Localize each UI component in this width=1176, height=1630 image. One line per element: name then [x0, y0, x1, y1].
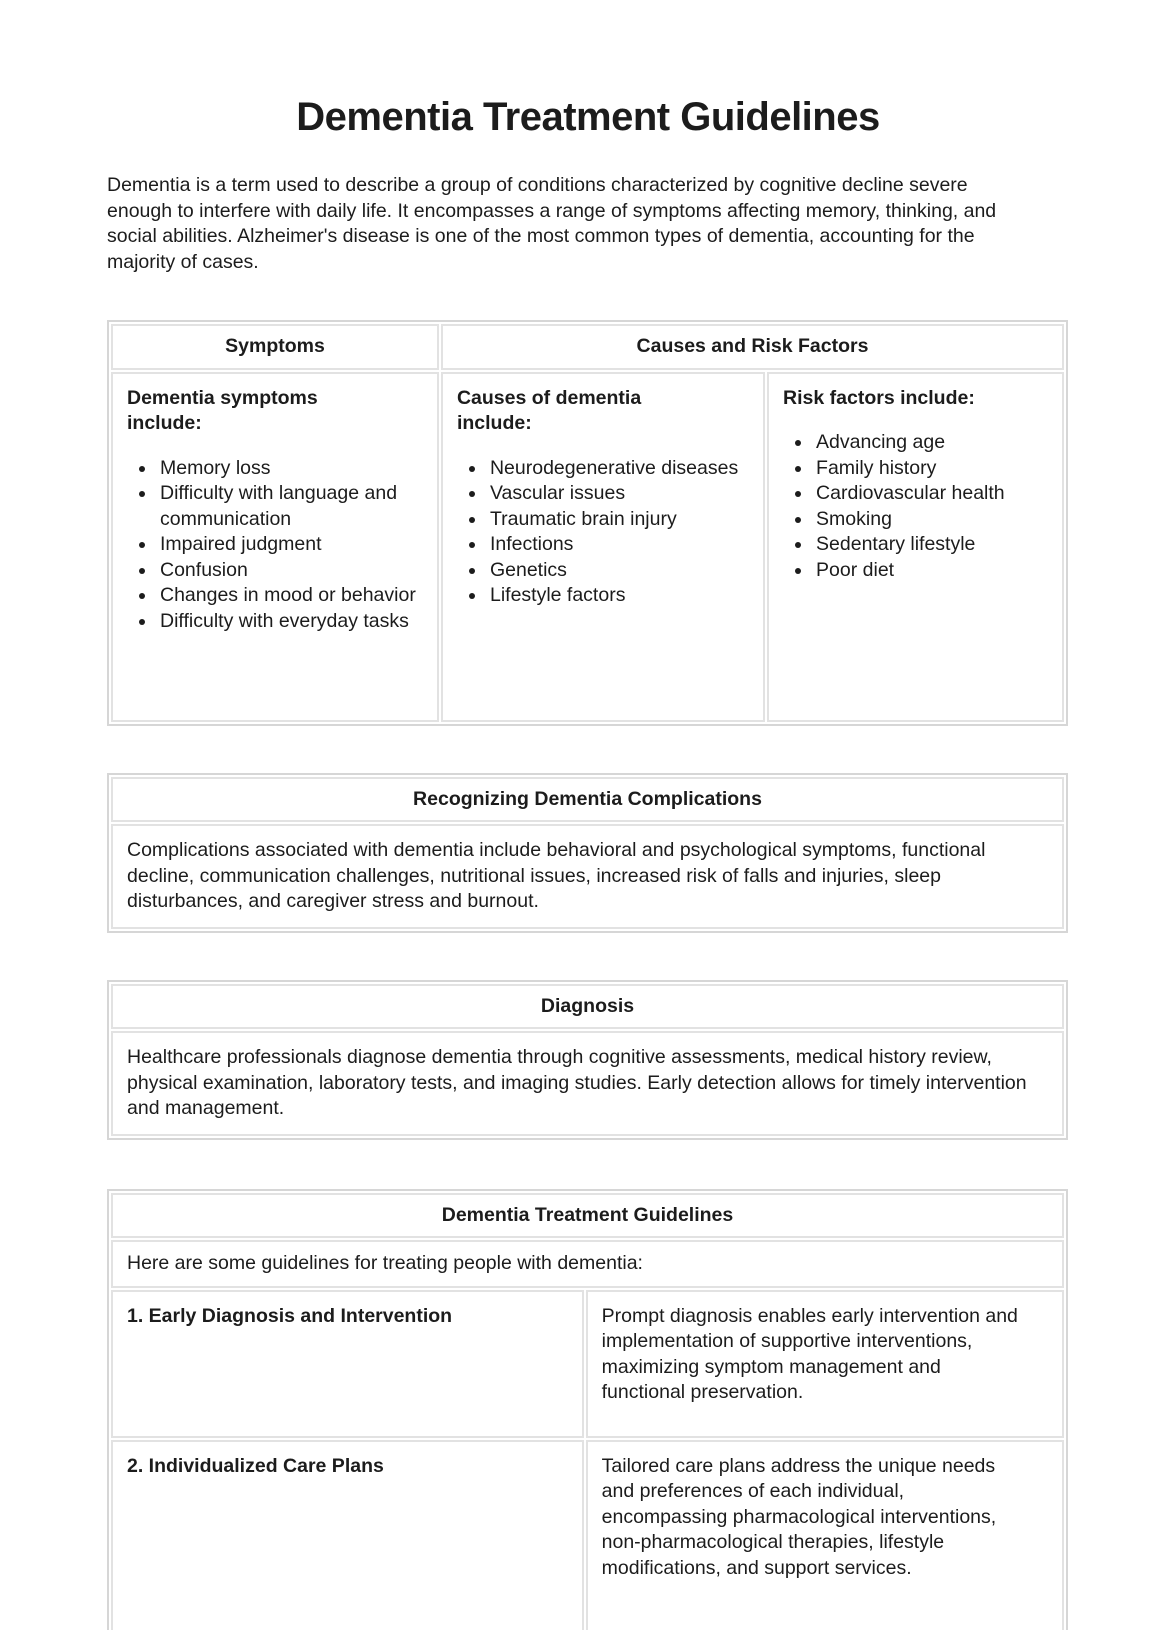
table-body-row [111, 824, 1064, 929]
table-header-row [111, 984, 1064, 1030]
guideline-description: Prompt diagnosis enables early intervention and implementation of supportive interventions, maximizing symptom management and functional preservation. [601, 1304, 1018, 1403]
causes-risk-factors-header: Causes and Risk Factors [441, 324, 1064, 370]
diagnosis-text: Healthcare professionals diagnose dementia through cognitive assessments, medical history review, physical examination, laboratory tests, and imaging studies. Early detection allows for timely intervention and management. [127, 1046, 1027, 1119]
intro-paragraph: Dementia is a term used to describe a group of conditions characterized by cognitive decline severe enough to interfere with daily life. It encompasses a range of symptoms affecting memory, thinking, and social abilities. Alzheimer's disease is one of the most common types of dementia, accounting for the majority of cases. [107, 174, 997, 273]
diagnosis-table [107, 980, 1068, 1140]
list-item: • Family history [813, 456, 1048, 482]
guideline-name: 1. Early Diagnosis and Intervention [111, 1290, 584, 1438]
risk-factors-cell [767, 372, 1064, 722]
risk-factors-lead: Risk factors include: [783, 386, 975, 409]
complications-header: Recognizing Dementia Complications [111, 777, 1064, 823]
symptoms-cell [111, 372, 439, 722]
risk-factors-list [783, 430, 1048, 583]
symptoms-lead: Dementia symptoms include: [127, 386, 318, 434]
symptoms-list [127, 456, 423, 635]
complications-table [107, 773, 1068, 933]
list-item: • Sedentary lifestyle [813, 532, 1048, 558]
list-item: • Lifestyle factors [487, 583, 749, 609]
list-item: • Smoking [813, 507, 1048, 533]
guidelines-header: Dementia Treatment Guidelines [111, 1193, 1064, 1239]
list-item: • Difficulty with everyday tasks [157, 609, 423, 635]
list-item: • Advancing age [813, 430, 1048, 456]
list-item: • Infections [487, 532, 749, 558]
list-item: • Memory loss [157, 456, 423, 482]
list-item: • Changes in mood or behavior [157, 583, 423, 609]
guidelines-intro-row [111, 1240, 1064, 1288]
symptoms-causes-table [107, 320, 1068, 726]
list-item: • Difficulty with language and communication [157, 481, 423, 532]
diagnosis-cell [111, 1031, 1064, 1136]
treatment-guidelines-table [107, 1189, 1068, 1630]
list-item: • Cardiovascular health [813, 481, 1048, 507]
guideline-description: Tailored care plans address the unique needs and preferences of each individual, encompassing pharmacological interventions, non-pharmacological therapies, lifestyle modifications, and support services. [601, 1454, 997, 1579]
list-item: • Vascular issues [487, 481, 749, 507]
complications-cell [111, 824, 1064, 929]
table-header-row [111, 324, 1064, 370]
causes-lead: Causes of dementia include: [456, 386, 642, 434]
guidelines-intro-cell: Here are some guidelines for treating people with dementia: [111, 1240, 1064, 1288]
diagnosis-header: Diagnosis [111, 984, 1064, 1030]
list-item: • Neurodegenerative diseases [487, 456, 749, 482]
table-body-row [111, 372, 1064, 722]
guideline-name: 2. Individualized Care Plans [111, 1440, 584, 1630]
guideline-description-cell [586, 1290, 1064, 1438]
guideline-description-cell [586, 1440, 1064, 1630]
complications-text: Complications associated with dementia include behavioral and psychological symptoms, functional decline, communication challenges, nutritional issues, increased risk of falls and injuries, sleep disturbances, and caregiver stress and burnout. [127, 839, 986, 912]
table-body-row [111, 1031, 1064, 1136]
symptoms-header: Symptoms [111, 324, 439, 370]
causes-list [457, 456, 749, 609]
table-header-row [111, 1193, 1064, 1239]
list-item: • Genetics [487, 558, 749, 584]
page-title: Dementia Treatment Guidelines [296, 95, 880, 139]
list-item: • Confusion [157, 558, 423, 584]
guideline-row [111, 1440, 1064, 1630]
guideline-row [111, 1290, 1064, 1438]
table-header-row [111, 777, 1064, 823]
causes-cell [441, 372, 765, 722]
list-item: • Traumatic brain injury [487, 507, 749, 533]
list-item: • Impaired judgment [157, 532, 423, 558]
list-item: • Poor diet [813, 558, 1048, 584]
